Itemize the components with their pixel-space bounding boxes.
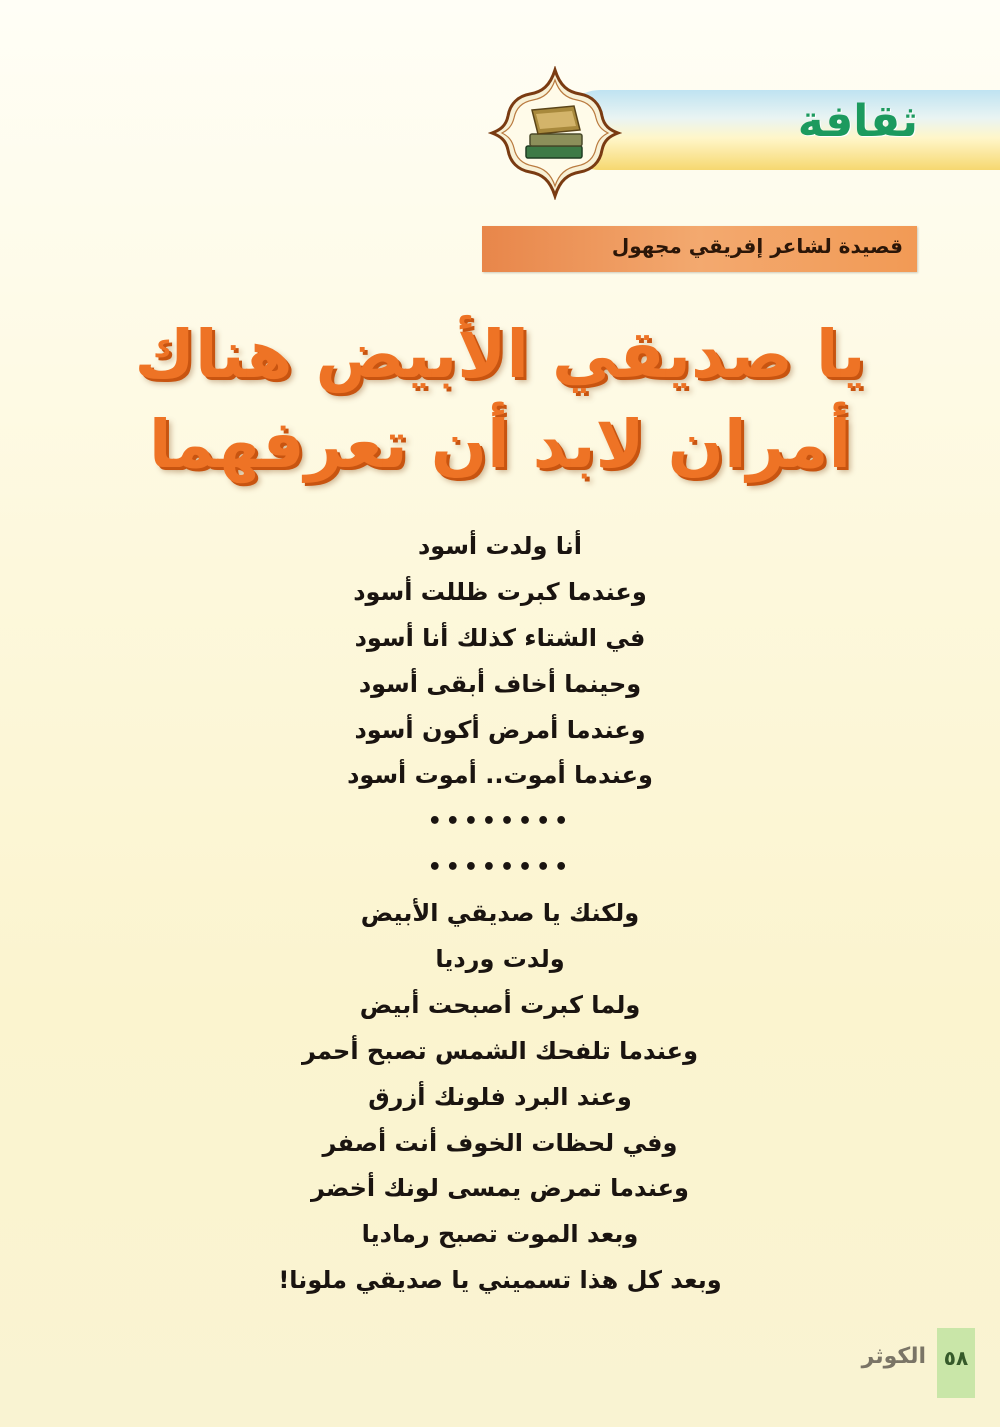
poem-line: وحينما أخاف أبقى أسود	[358, 669, 642, 698]
poem-line: وعندما تمرض يمسى لونك أخضر	[311, 1174, 689, 1203]
poem-line: وعندما كبرت ظللت أسود	[353, 577, 647, 606]
poem-line: وعندما أموت.. أموت أسود	[347, 761, 653, 790]
poem-line: في الشتاء كذلك أنا أسود	[354, 623, 646, 652]
poem-line: وبعد الموت تصبح رماديا	[361, 1220, 639, 1249]
section-title: ثقافة	[797, 96, 918, 147]
poem-line: ولكنك يا صديقي الأبيض	[360, 899, 640, 928]
poem-line: وعندما أمرض أكون أسود	[354, 715, 646, 744]
poem-line: أنا ولدت أسود	[417, 532, 583, 560]
dot-separator: ••••••••	[427, 855, 573, 881]
subtitle-bar	[482, 226, 917, 272]
poem-line: ولما كبرت أصبحت أبيض	[359, 990, 641, 1019]
poem-title-line-2: أمران لابد أن تعرفهما	[148, 406, 852, 483]
poem-line: وعند البرد فلونك أزرق	[368, 1082, 632, 1111]
poem-body	[250, 524, 750, 1304]
poem-title	[120, 310, 880, 490]
dot-separator: ••••••••	[427, 809, 573, 835]
poem-line: وعندما تلفحك الشمس تصبح أحمر	[302, 1036, 698, 1065]
poem-line: وبعد كل هذا تسميني يا صديقي ملونا!	[278, 1266, 722, 1295]
poem-line: ولدت ورديا	[435, 945, 565, 974]
subtitle-text: قصيدة لشاعر إفريقي مجهول	[611, 234, 903, 258]
poem-title-line-1: يا صديقي الأبيض هناك	[134, 316, 866, 393]
magazine-name: الكوثر	[861, 1344, 926, 1369]
page-number: ٥٨	[943, 1346, 969, 1370]
book-stack-icon	[488, 66, 622, 200]
poem-line: وفي لحظات الخوف أنت أصفر	[322, 1128, 678, 1157]
